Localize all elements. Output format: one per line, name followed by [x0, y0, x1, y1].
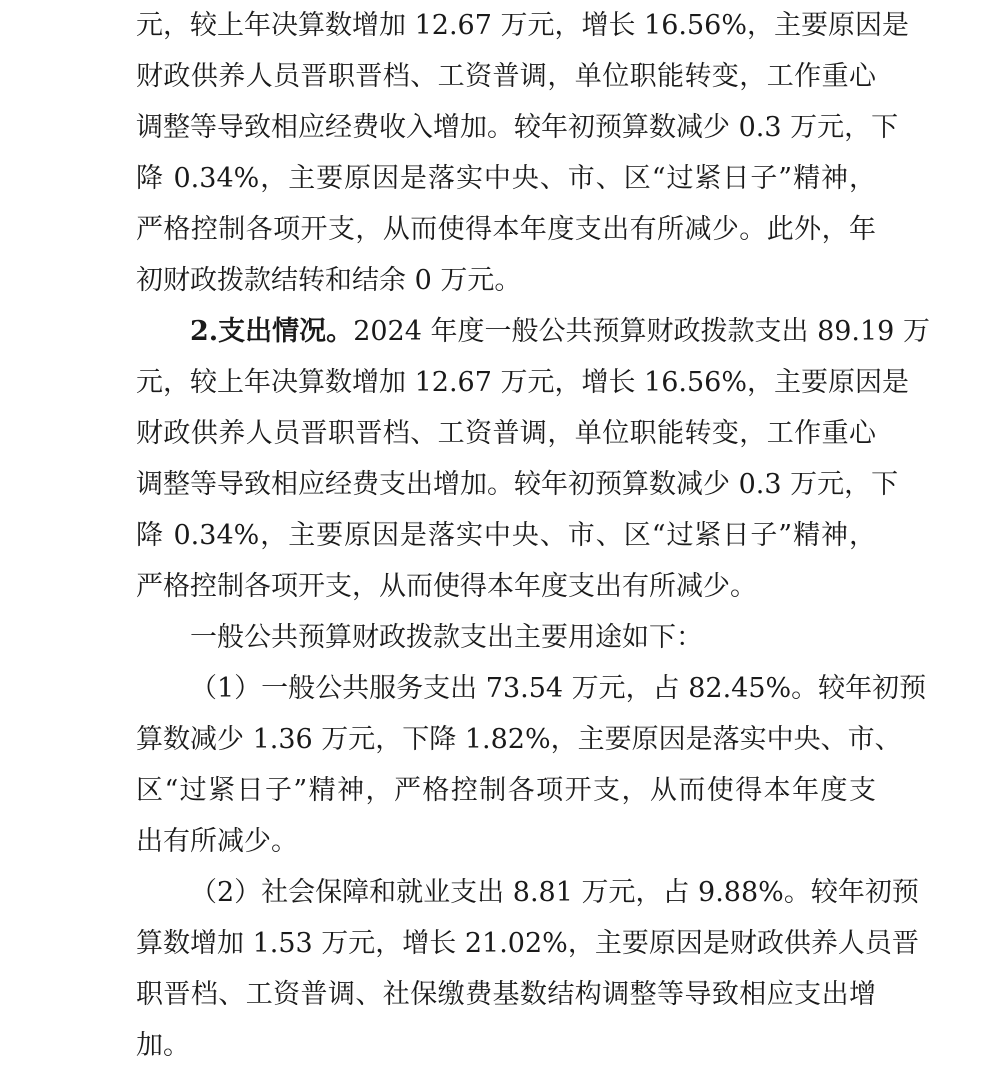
text-line: 严格控制各项开支，从而使得本年度支出有所减少。 — [136, 571, 757, 602]
text-line: 降 0.34%，主要原因是落实中央、市、区“过紧日子”精神， — [136, 163, 876, 194]
text-line: 财政供养人员晋职晋档、工资普调，单位职能转变，工作重心 — [136, 418, 876, 449]
text-line: 调整等导致相应经费支出增加。较年初预算数减少 0.3 万元，下 — [136, 469, 899, 500]
text-line: （2）社会保障和就业支出 8.81 万元，占 9.88%。较年初预 — [190, 877, 919, 908]
paragraph-usage-intro — [136, 612, 876, 663]
text-line: 调整等导致相应经费收入增加。较年初预算数减少 0.3 万元，下 — [136, 112, 899, 143]
list-item-social-security — [136, 867, 919, 1071]
document-page — [136, 0, 930, 1071]
text-line: 算数减少 1.36 万元，下降 1.82%，主要原因是落实中央、市、 — [136, 724, 902, 755]
text-line: （1）一般公共服务支出 73.54 万元，占 82.45%。较年初预 — [190, 673, 927, 704]
text-line — [136, 306, 930, 357]
text-line: 降 0.34%，主要原因是落实中央、市、区“过紧日子”精神， — [136, 520, 876, 551]
text-line: 严格控制各项开支，从而使得本年度支出有所减少。此外，年 — [136, 214, 876, 245]
text-line: 一般公共预算财政拨款支出主要用途如下： — [190, 622, 703, 653]
text-line: 元，较上年决算数增加 12.67 万元，增长 16.56%，主要原因是 — [136, 367, 909, 398]
text-line: 出有所减少。 — [136, 826, 298, 857]
text-line: 算数增加 1.53 万元，增长 21.02%，主要原因是财政供养人员晋 — [136, 928, 919, 959]
text-line: 职晋档、工资普调、社保缴费基数结构调整等导致相应支出增 — [136, 979, 876, 1010]
section-heading: 2.支出情况。 — [190, 316, 354, 347]
text-line: 加。 — [136, 1030, 190, 1061]
text-line: 财政供养人员晋职晋档、工资普调，单位职能转变，工作重心 — [136, 61, 876, 92]
list-item-general-public-services — [136, 663, 927, 867]
text-line: 区“过紧日子”精神，严格控制各项开支，从而使得本年度支 — [136, 775, 876, 806]
text-line: 元，较上年决算数增加 12.67 万元，增长 16.56%，主要原因是 — [136, 10, 909, 41]
text-line: 初财政拨款结转和结余 0 万元。 — [136, 265, 522, 296]
paragraph-revenue-continuation — [136, 0, 909, 306]
heading-line-rest: 2024 年度一般公共预算财政拨款支出 89.19 万 — [353, 316, 930, 347]
paragraph-expenditure — [136, 306, 930, 612]
